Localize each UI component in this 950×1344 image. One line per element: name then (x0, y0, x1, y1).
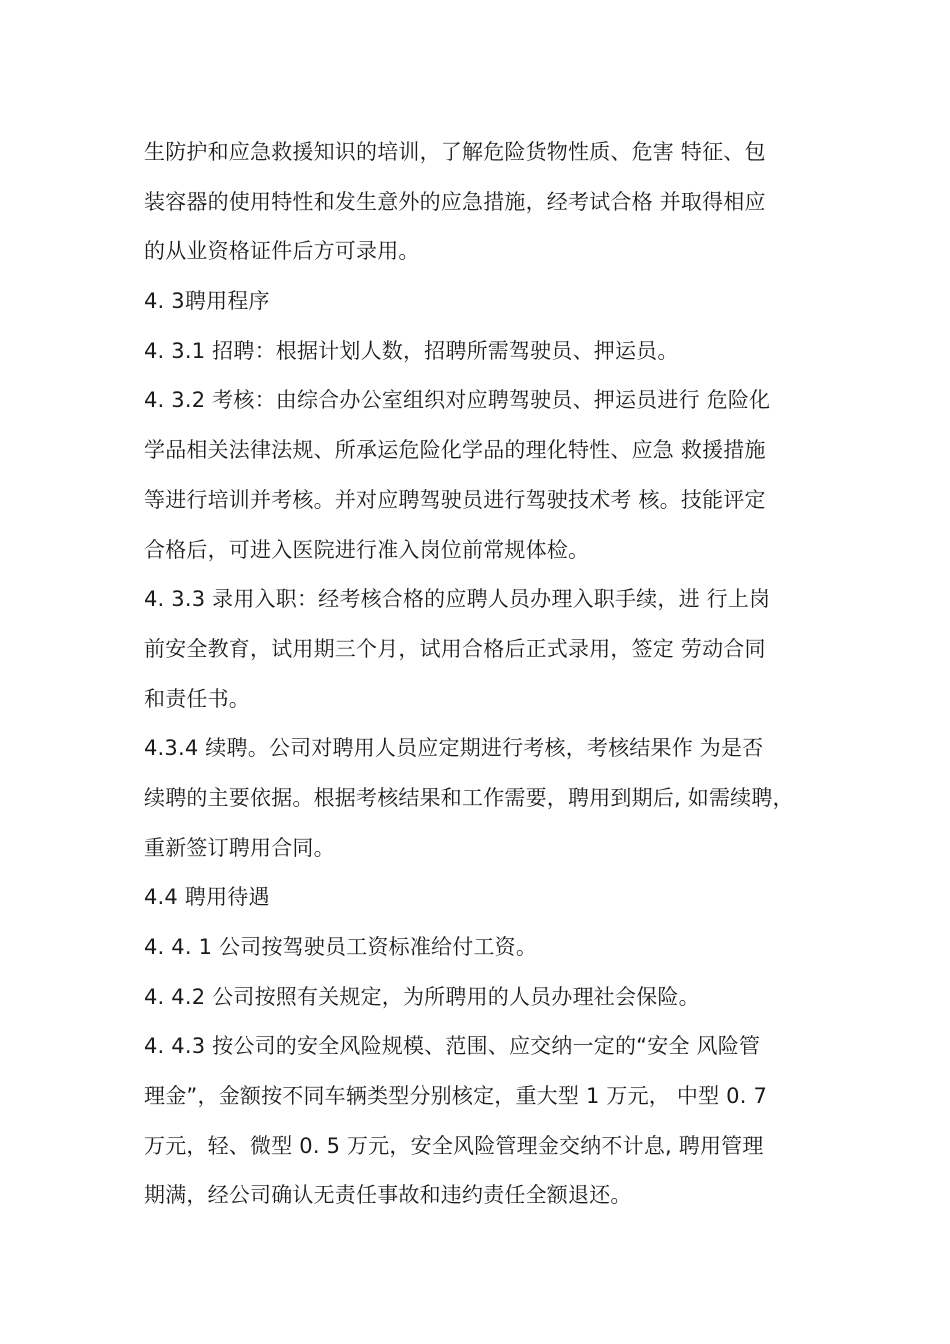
text-line: 4.3.4 续聘。公司对聘用人员应定期进行考核，考核结果作 为是否 (144, 736, 764, 761)
text-line: 4. 3.2 考核：由综合办公室组织对应聘驾驶员、押运员进行 危险化 (144, 388, 771, 413)
text-line: 理金”，金额按不同车辆类型分别核定，重大型 1 万元， 中型 0. 7 (144, 1084, 768, 1109)
text-line: 和责任书。 (144, 686, 250, 711)
section-heading: 4. 3聘用程序 (144, 289, 270, 314)
text-line: 的从业资格证件后方可录用。 (144, 239, 420, 264)
text-line: 万元，轻、微型 0. 5 万元，安全风险管理金交纳不计息, 聘用管理 (144, 1133, 764, 1158)
section-heading: 4.4 聘用待遇 (144, 885, 270, 910)
text-line: 4. 4.3 按公司的安全风险规模、范围、应交纳一定的“安全 风险管 (144, 1034, 761, 1059)
document-body (144, 128, 834, 1221)
text-line: 重新签订聘用合同。 (144, 835, 335, 860)
text-line: 4. 4. 1 公司按驾驶员工资标准给付工资。 (144, 935, 538, 959)
text-line: 装容器的使用特性和发生意外的应急措施，经考试合格 并取得相应 (144, 189, 766, 214)
text-line: 续聘的主要依据。根据考核结果和工作需要，聘用到期后, 如需续聘， (144, 785, 794, 810)
text-line: 生防护和应急救援知识的培训，了解危险货物性质、危害 特征、包 (144, 140, 766, 164)
text-line: 等进行培训并考核。并对应聘驾驶员进行驾驶技术考 核。技能评定 (144, 487, 766, 512)
text-line: 4. 3.3 录用入职：经考核合格的应聘人员办理入职手续，进 行上岗 (144, 587, 771, 612)
text-line: 4. 3.1 招聘：根据计划人数，招聘所需驾驶员、押运员。 (144, 338, 679, 363)
text-line: 学品相关法律法规、所承运危险化学品的理化特性、应急 救援措施 (144, 438, 766, 463)
text-line: 前安全教育，试用期三个月，试用合格后正式录用，签定 劳动合同 (144, 636, 766, 661)
text-line: 合格后，可进入医院进行准入岗位前常规体检。 (144, 537, 590, 562)
text-line: 期满，经公司确认无责任事故和违约责任全额退还。 (144, 1183, 632, 1208)
text-line: 4. 4.2 公司按照有关规定，为所聘用的人员办理社会保险。 (144, 984, 700, 1009)
